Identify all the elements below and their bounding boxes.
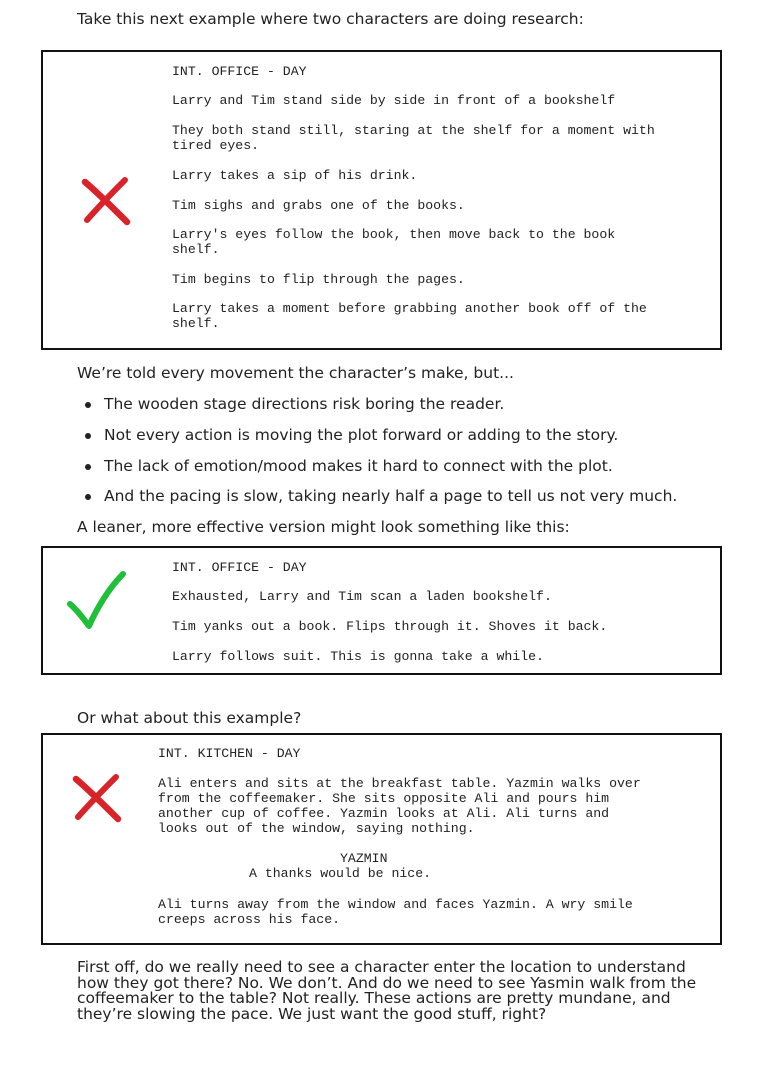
action-line: Larry's eyes follow the book, then move back to the book shelf. [172, 227, 616, 257]
list-item: And the pacing is slow, taking nearly half a page to tell us not very much. [84, 487, 677, 518]
scene-heading: INT. OFFICE - DAY [172, 560, 307, 575]
list-item: The lack of emotion/mood makes it hard to connect with the plot. [84, 457, 677, 488]
cross-icon [79, 176, 135, 226]
action-line: Larry follows suit. This is gonna take a while. [172, 649, 544, 664]
dialogue-line: A thanks would be nice. [249, 866, 432, 881]
action-line: Larry and Tim stand side by side in front of a bookshelf [172, 93, 616, 108]
screenplay-example-1 [41, 50, 722, 350]
intro-text: Take this next example where two characters are doing research: [77, 10, 584, 28]
conclusion-paragraph: First off, do we really need to see a character enter the location to understand how they got there? No. We don’t. And do we need to see Yasmin walk from the coffeemaker to the table? Not really. These actions are pretty mundane, and they’re slowing the pace. We just want the good stuff, right? [77, 958, 697, 1023]
check-icon [65, 570, 129, 632]
action-line: Tim sighs and grabs one of the books. [172, 198, 465, 213]
action-line: Larry takes a sip of his drink. [172, 168, 418, 183]
scene-heading: INT. KITCHEN - DAY [158, 746, 301, 761]
list-item: Not every action is moving the plot forward or adding to the story. [84, 426, 677, 457]
screenplay-example-2 [41, 546, 722, 675]
critique-lead: We’re told every movement the character’s make, but... [77, 364, 514, 382]
action-line: Exhausted, Larry and Tim scan a laden bookshelf. [172, 589, 552, 604]
list-item: The wooden stage directions risk boring the reader. [84, 395, 677, 426]
action-line: They both stand still, staring at the shelf for a moment with tired eyes. [172, 123, 655, 153]
action-line: Tim yanks out a book. Flips through it. Shoves it back. [172, 619, 608, 634]
scene-heading: INT. OFFICE - DAY [172, 64, 307, 79]
action-line: Larry takes a moment before grabbing another book off of the shelf. [172, 301, 647, 331]
leaner-intro-text: A leaner, more effective version might look something like this: [77, 518, 570, 536]
cross-icon [70, 773, 126, 823]
action-line: Ali turns away from the window and faces Yazmin. A wry smile creeps across his face. [158, 897, 633, 927]
action-line: Ali enters and sits at the breakfast table. Yazmin walks over from the coffeemaker. She sits opposite Ali and pours him another cup of coffee. Yazmin looks at Ali. Ali turns and looks out of the window, saying nothing. [158, 776, 641, 836]
action-line: Tim begins to flip through the pages. [172, 272, 465, 287]
character-name: YAZMIN [340, 851, 388, 866]
screenplay-example-3 [41, 733, 722, 945]
critique-list [84, 395, 677, 518]
other-intro-text: Or what about this example? [77, 709, 302, 727]
